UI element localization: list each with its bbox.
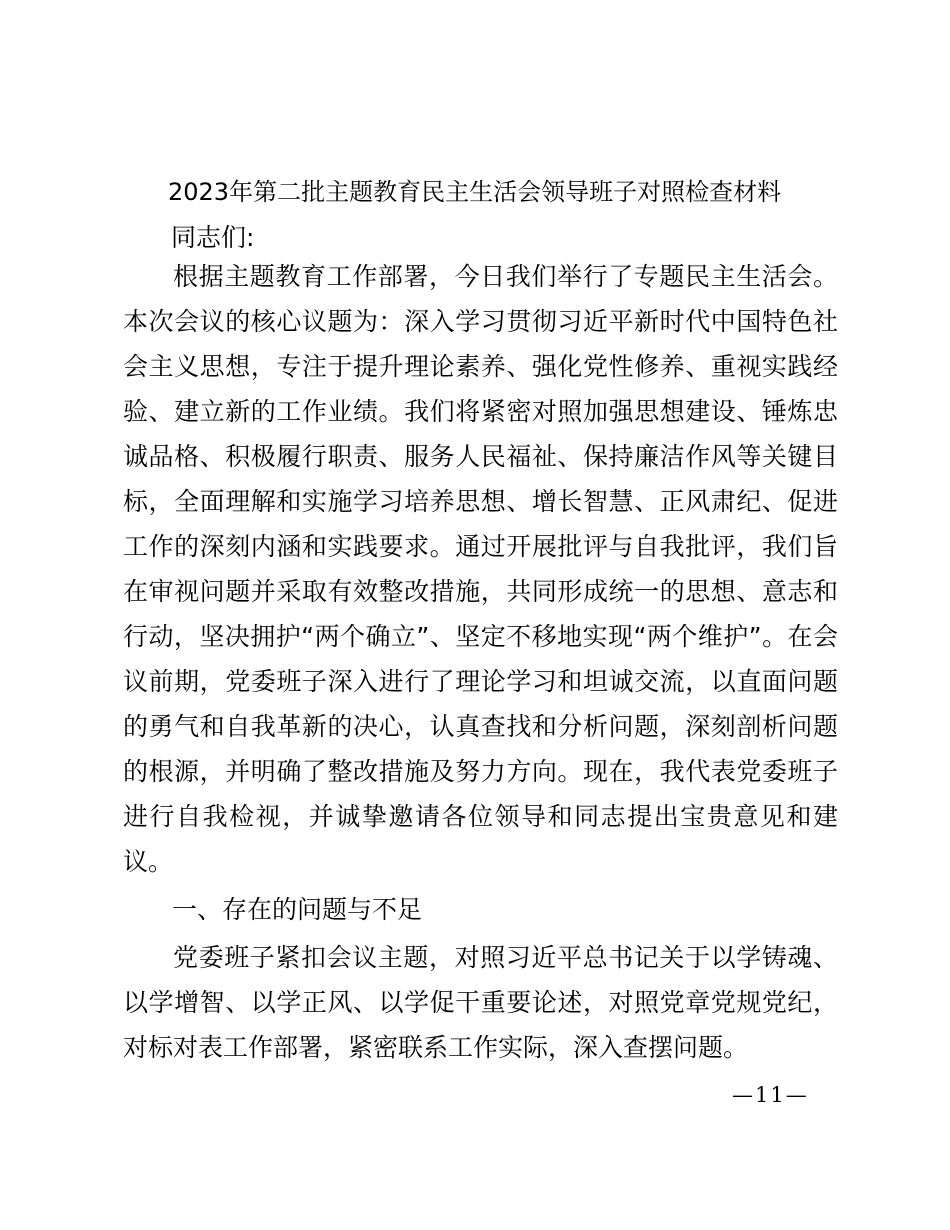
section-heading: 一、存在的问题与不足	[172, 895, 423, 924]
page-number: —11—	[732, 1083, 809, 1107]
document-title: 2023年第二批主题教育民主生活会领导班子对照检查材料	[168, 178, 782, 206]
body-paragraph-section: 党委班子紧扣会议主题，对照习近平总书记关于以学铸魂、以学增智、以学正风、以学促干重要论述，对照党章党规党纪，对标对表工作部署，紧密联系工作实际，深入查摆问题。	[123, 943, 838, 1062]
salutation: 同志们:	[171, 223, 255, 252]
body-paragraph-intro: 根据主题教育工作部署，今日我们举行了专题民主生活会。本次会议的核心议题为：深入学习贯彻习近平新时代中国特色社会主义思想，专注于提升理论素养、强化党性修养、重视实践经验、建立新的工作业绩。我们将紧密对照加强思想建设、锤炼忠诚品格、积极履行职责、服务人民福祉、保持廉洁作风等关键目标，全面理解和实施学习培养思想、增长智慧、正风肃纪、促进工作的深刻内涵和实践要求。通过开展批评与自我批评，我们旨在审视问题并采取有效整改措施，共同形成统一的思想、意志和行动，坚决拥护“两个确立”、坚定不移地实现“两个维护”。在会议前期，党委班子深入进行了理论学习和坦诚交流，以直面问题的勇气和自我革新的决心，认真查找和分析问题，深刻剖析问题的根源，并明确了整改措施及努力方向。现在，我代表党委班子进行自我检视，并诚挚邀请各位领导和同志提出宝贵意见和建议。	[123, 262, 838, 876]
